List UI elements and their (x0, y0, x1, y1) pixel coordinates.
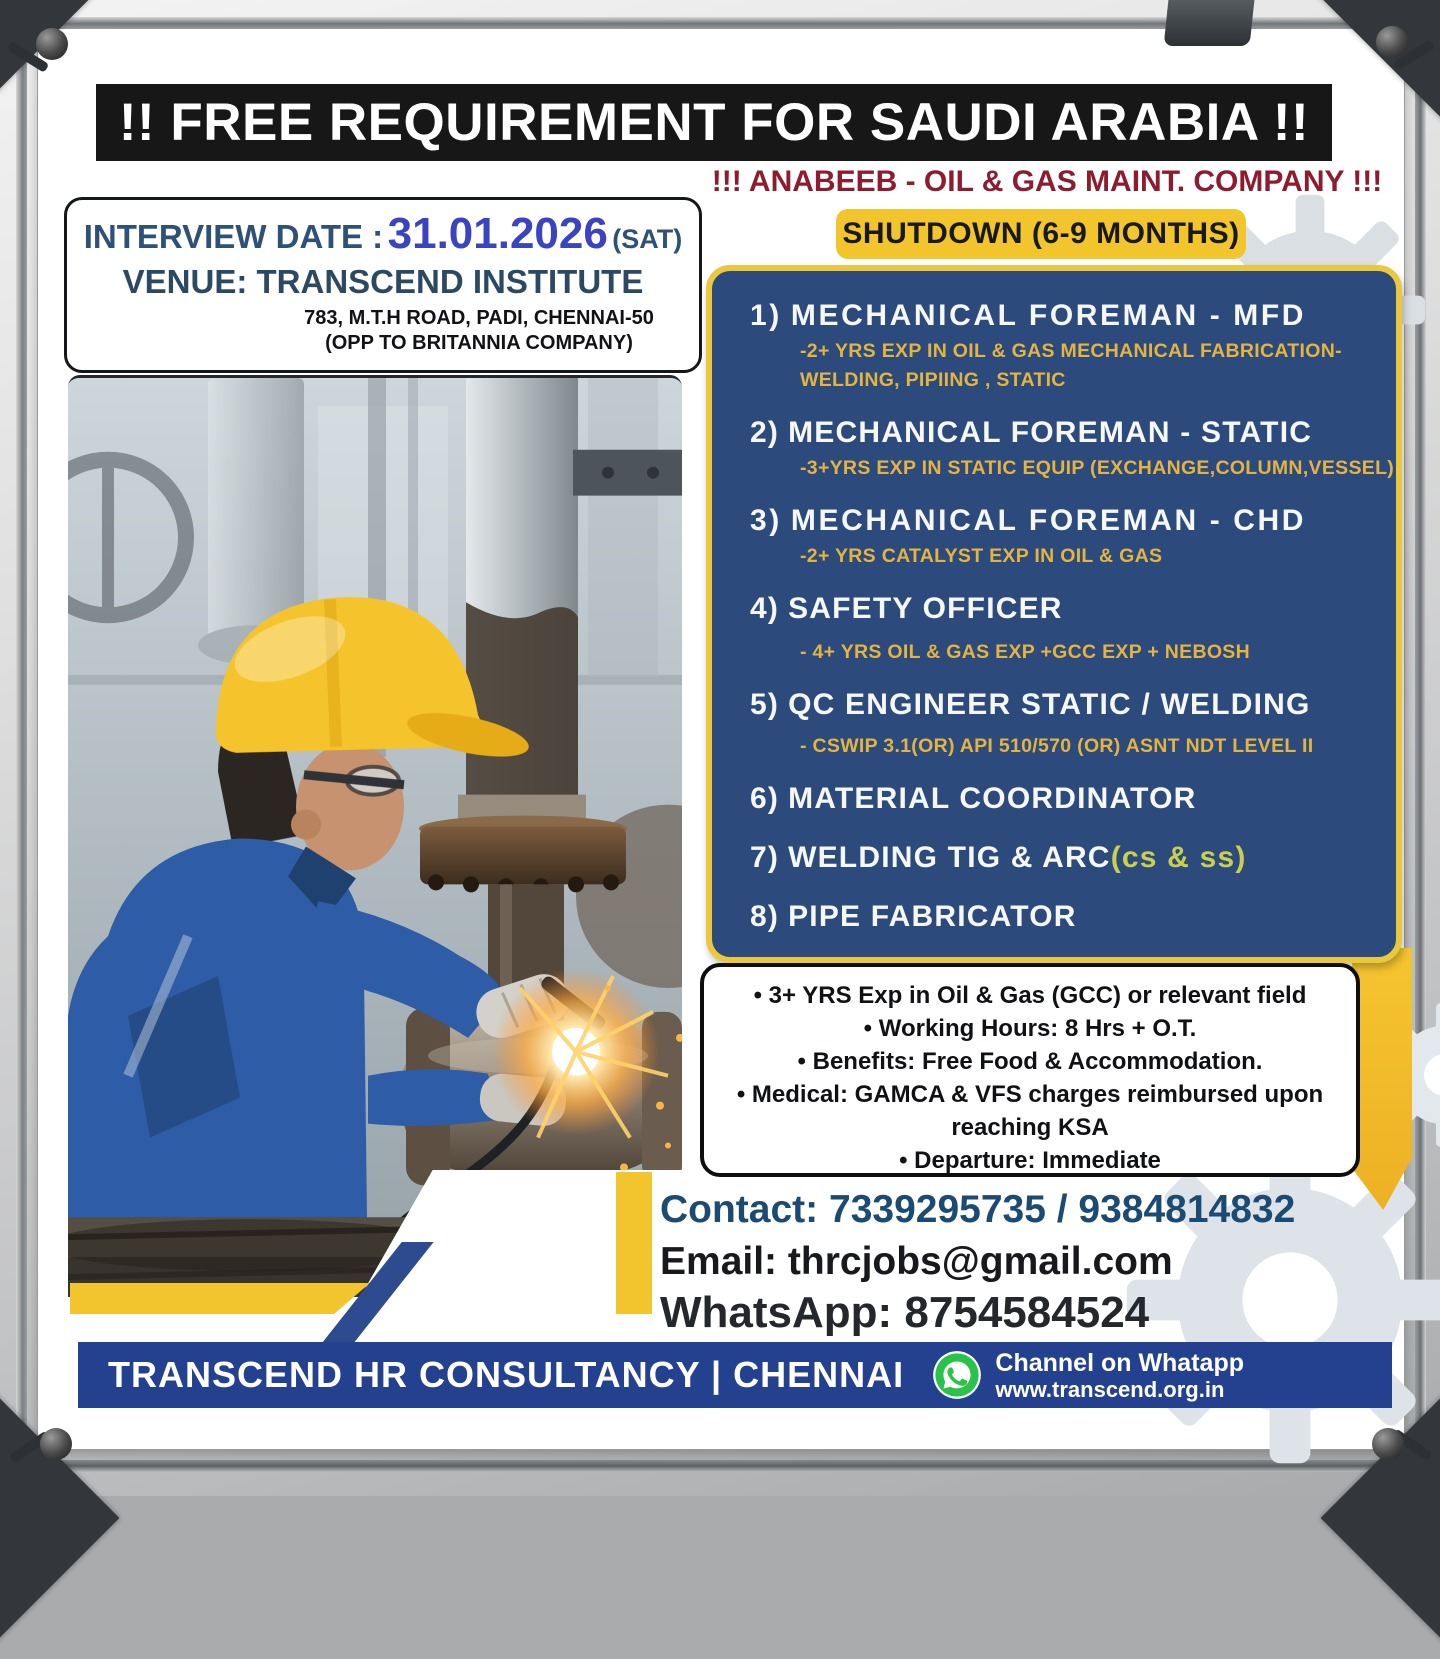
job-item (750, 502, 1378, 569)
job-title-line (750, 898, 1378, 936)
job-number: 1) (750, 299, 782, 332)
whatsapp-value: 8754584524 (904, 1288, 1149, 1337)
job-title-line (750, 502, 1378, 540)
term-item: • Medical: GAMCA & VFS charges reimbursed upon reaching KSA (714, 1078, 1346, 1144)
venue-address-line1: 783, M.T.H ROAD, PADI, CHENNAI-50 (279, 306, 679, 331)
footer-bar (78, 1342, 1392, 1408)
contact-block (660, 1186, 1405, 1338)
headline-banner: !! FREE REQUIREMENT FOR SAUDI ARABIA !! (96, 84, 1332, 161)
job-name: PIPE FABRICATOR (788, 900, 1077, 933)
job-name: MATERIAL COORDINATOR (788, 782, 1196, 815)
job-name: MECHANICAL FOREMAN - STATIC (788, 416, 1312, 449)
terms-box (700, 963, 1360, 1177)
interview-date-value: 31.01.2026 (388, 209, 608, 258)
board-pin-icon (36, 28, 68, 60)
website-link: www.transcend.org.in (995, 1377, 1244, 1402)
channel-line: Channel on Whatapp (995, 1349, 1244, 1377)
job-item (750, 590, 1378, 665)
interview-details-box (64, 197, 702, 373)
interview-date-day: (SAT) (612, 224, 682, 254)
term-item: • Departure: Immediate (714, 1144, 1346, 1177)
job-requirement: - CSWIP 3.1(OR) API 510/570 (OR) ASNT NDT LEVEL II (800, 733, 1378, 759)
job-requirement: -2+ YRS EXP IN OIL & GAS MECHANICAL FABRICATION- (800, 338, 1378, 364)
contact-phones: 7339295735 / 9384814832 (829, 1188, 1295, 1231)
job-name: QC ENGINEER STATIC / WELDING (788, 688, 1311, 721)
term-item: • Benefits: Free Food & Accommodation. (714, 1045, 1346, 1078)
job-title-line (750, 780, 1378, 818)
yellow-accent-right (1352, 948, 1412, 1210)
job-item (750, 780, 1378, 818)
job-title-line (750, 414, 1378, 452)
job-item (750, 297, 1378, 393)
job-name: WELDING TIG & ARC (788, 841, 1111, 874)
job-item (750, 898, 1378, 936)
job-number: 3) (750, 504, 782, 537)
job-title-line (750, 590, 1378, 628)
job-number: 7) (750, 841, 779, 874)
venue-address-line2: (OPP TO BRITANNIA COMPANY) (279, 331, 679, 356)
job-name: MECHANICAL FOREMAN - CHD (791, 504, 1306, 537)
shutdown-badge: SHUTDOWN (6-9 MONTHS) (836, 209, 1246, 259)
job-title-line (750, 297, 1378, 335)
contact-label: Contact: (660, 1188, 818, 1231)
job-item (750, 414, 1378, 481)
channel-text (995, 1349, 1244, 1402)
job-name: SAFETY OFFICER (788, 592, 1063, 625)
contact-email-line (660, 1239, 1405, 1285)
yellow-accent-bar (616, 1172, 652, 1314)
venue-line: VENUE: TRANSCEND INSTITUTE (67, 263, 699, 301)
interview-date-line (67, 209, 699, 259)
job-title-line (750, 686, 1378, 724)
email-label: Email: (660, 1240, 777, 1283)
job-requirement: -2+ YRS CATALYST EXP IN OIL & GAS (800, 543, 1378, 569)
job-requirement: -3+YRS EXP IN STATIC EQUIP (EXCHANGE,COLUMN,VESSEL) (800, 455, 1378, 481)
agency-name: TRANSCEND HR CONSULTANCY | CHENNAI (108, 1354, 904, 1396)
yellow-accent-stripe (70, 1283, 370, 1314)
job-item (750, 839, 1378, 877)
job-title-line (750, 839, 1378, 877)
term-item: • Working Hours: 8 Hrs + O.T. (714, 1012, 1346, 1045)
welder-photo (68, 375, 682, 1297)
board-pin-icon (40, 1428, 72, 1460)
frame-rail-left (16, 0, 27, 1496)
job-number: 5) (750, 688, 779, 721)
job-list-box (706, 265, 1402, 963)
contact-whatsapp-line (660, 1288, 1405, 1338)
job-number: 4) (750, 592, 779, 625)
board-clip-icon (1164, 0, 1255, 46)
board-pin-icon (1376, 26, 1408, 58)
job-name: MECHANICAL FOREMAN - MFD (791, 299, 1306, 332)
job-requirement: - 4+ YRS OIL & GAS EXP +GCC EXP + NEBOSH (800, 639, 1378, 665)
venue-address (279, 306, 679, 356)
job-requirement: WELDING, PIPIING , STATIC (800, 367, 1378, 393)
interview-date-label: INTERVIEW DATE : (84, 218, 383, 255)
whatsapp-channel-block (931, 1349, 1244, 1402)
job-name-suffix: (cs & ss) (1111, 841, 1247, 874)
job-number: 2) (750, 416, 779, 449)
term-item: • 3+ YRS Exp in Oil & Gas (GCC) or relevant field (714, 979, 1346, 1012)
board-pin-icon (1372, 1428, 1404, 1460)
job-number: 8) (750, 900, 779, 933)
job-number: 6) (750, 782, 779, 815)
company-name: !!! ANABEEB - OIL & GAS MAINT. COMPANY !!! (688, 161, 1406, 203)
contact-phone-line (660, 1186, 1405, 1234)
email-value: thrcjobs@gmail.com (788, 1240, 1173, 1283)
whatsapp-label: WhatsApp: (660, 1288, 892, 1337)
job-item (750, 686, 1378, 759)
whatsapp-icon (931, 1349, 983, 1401)
